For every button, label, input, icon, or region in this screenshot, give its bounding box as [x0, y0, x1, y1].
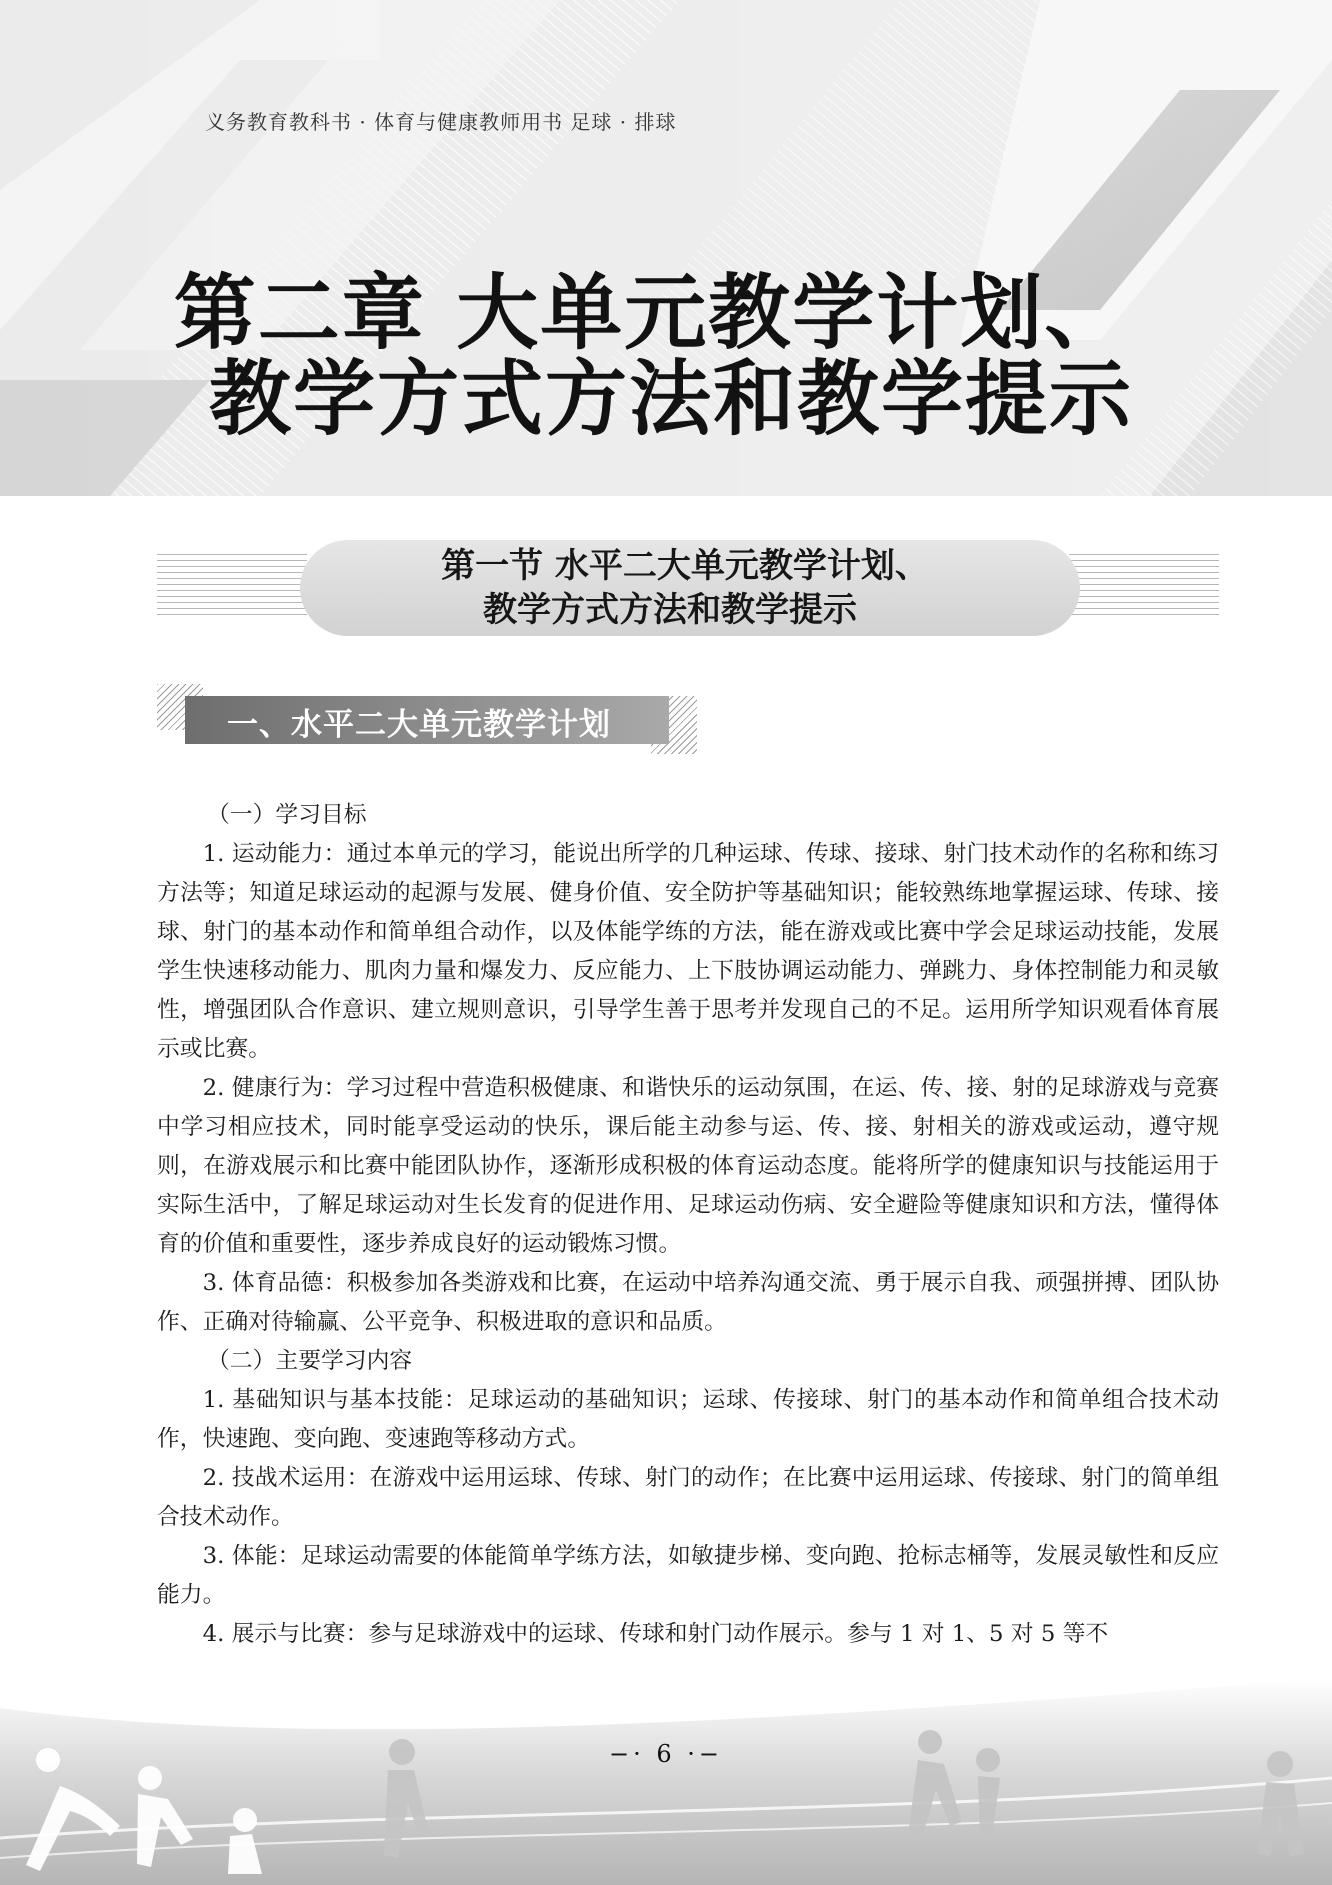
paragraph-health-behavior: 2. 健康行为：学习过程中营造积极健康、和谐快乐的运动氛围，在运、传、接、射的足球游戏与竞赛中学习相应技术，同时能享受运动的快乐，课后能主动参与运、传、接、射相关的游戏或运动，遵守规则，在游戏展示和比赛中能团队协作，逐渐形成积极的体育运动态度。能将所学的健康知识与技能运用于实际生活中，了解足球运动对生长发育的促进作用、足球运动伤病、安全避险等健康知识和方法，懂得体育的价值和重要性，逐步养成良好的运动锻炼习惯。 — [157, 1075, 1219, 1257]
section-title-line2: 教学方式方法和教学提示 — [483, 590, 857, 630]
heading-learning-goals: （一）学习目标 — [207, 802, 367, 828]
chapter-title — [0, 265, 1332, 447]
chapter-title-line1: 第二章 大单元教学计划、 — [173, 265, 1129, 361]
paragraph-competition: 4. 展示与比赛：参与足球游戏中的运球、传球和射门动作展示。参与 1 对 1、5 对 5 等不 — [202, 1621, 1109, 1647]
body-text — [157, 796, 1219, 1654]
paragraph-tactics: 2. 技战术运用：在游戏中运用运球、传球、射门的动作；在比赛中运用运球、传接球、射门的简单组合技术动作。 — [157, 1465, 1219, 1530]
page-number: −· 6 ·− — [608, 1740, 723, 1768]
paragraph-sports-ethics: 3. 体育品德：积极参加各类游戏和比赛，在运动中培养沟通交流、勇于展示自我、顽强拼搏、团队协作、正确对待输赢、公平竞争、积极进取的意识和品质。 — [157, 1270, 1219, 1335]
heading-main-content: （二）主要学习内容 — [207, 1348, 413, 1374]
section-title-line1: 第一节 水平二大单元教学计划、 — [441, 546, 929, 586]
chapter-title-line2: 教学方式方法和教学提示 — [208, 351, 1133, 447]
section-stripes-left — [157, 554, 307, 620]
paragraph-motor-ability: 1. 运动能力：通过本单元的学习，能说出所学的几种运球、传球、接球、射门技术动作的名称和练习方法等；知道足球运动的起源与发展、健身价值、安全防护等基础知识；能较熟练地掌握运球、传球、接球、射门的基本动作和简单组合动作，以及体能学练的方法，能在游戏或比赛中学会足球运动技能，发展学生快速移动能力、肌肉力量和爆发力、反应能力、上下肢协调运动能力、弹跳力、身体控制能力和灵敏性，增强团队合作意识、建立规则意识，引导学生善于思考并发现自己的不足。运用所学知识观看体育展示或比赛。 — [157, 841, 1219, 1062]
subsection-banner — [157, 684, 697, 756]
footer-decoration — [0, 1668, 1332, 1885]
footer-band — [0, 1668, 1332, 1885]
paragraph-basic-skills: 1. 基础知识与基本技能：足球运动的基础知识；运球、传接球、射门的基本动作和简单组合技术动作，快速跑、变向跑、变速跑等移动方式。 — [157, 1387, 1219, 1452]
section-pill — [300, 540, 1080, 636]
section-stripes-right — [1069, 554, 1219, 620]
paragraph-fitness: 3. 体能：足球运动需要的体能简单学练方法，如敏捷步梯、变向跑、抢标志桶等，发展灵敏性和反应能力。 — [157, 1543, 1219, 1608]
chapter-header-band — [0, 0, 1332, 496]
section-heading — [157, 540, 1219, 636]
subsection-title: 一、水平二大单元教学计划 — [227, 707, 611, 743]
section-title — [300, 544, 1080, 632]
running-head: 义务教育教科书 · 体育与健康教师用书 足球 · 排球 — [205, 110, 677, 134]
